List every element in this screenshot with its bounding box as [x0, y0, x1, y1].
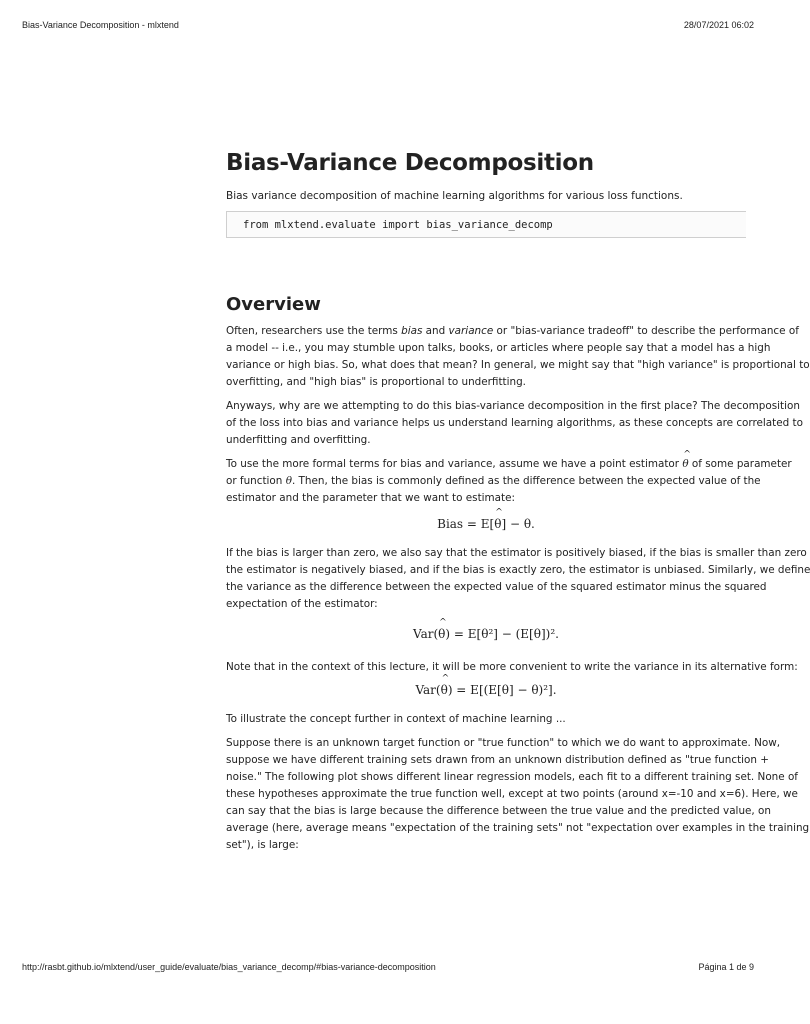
page-number: Página 1 de 9 [698, 962, 754, 972]
article [226, 150, 810, 861]
page-header-timestamp: 28/07/2021 06:02 [683, 20, 754, 30]
print-header [22, 20, 754, 30]
theta-symbol: θ [285, 475, 292, 487]
page-title: Bias-Variance Decomposition [226, 150, 594, 176]
print-footer [22, 962, 754, 972]
paragraph-why: Anyways, why are we attempting to do this bias-variance decomposition in the first place? The decomposition of the loss into bias and variance helps us understand learning algorithms, as these concepts are correlated to underfitting and overfitting. [226, 400, 803, 446]
page-footer-url: http://rasbt.github.io/mlxtend/user_guide/evaluate/bias_variance_decomp/#bias-variance-decomposition [22, 962, 436, 972]
paragraph-formal: To use the more formal terms for bias and variance, assume we have a point estimator ^ θ of some parameter or function θ. Then, the bias is commonly defined as the difference between the expected value of the estimator and the parameter that we want to estimate: [226, 456, 746, 507]
page-header-title: Bias-Variance Decomposition - mlxtend [22, 20, 179, 30]
paragraph-intro: Often, researchers use the terms bias and variance or "bias-variance tradeoff" to describe the performance of a model -- i.e., you may stumble upon talks, books, or articles where people say that a model has a high variance or high bias. So, what does that mean? In general, we might say that "high variance" is proportional to overfitting, and "high bias" is proportional to underfitting. [226, 325, 810, 388]
term-variance: variance [448, 325, 494, 337]
equation-variance: Var(^ θ) = E[θ²] − (E[θ])². [226, 627, 746, 641]
paragraph-bias-sign: If the bias is larger than zero, we also say that the estimator is positively biased, if the bias is smaller than zero the estimator is negatively biased, and if the bias is exactly zero, the estimator is unbiased. Similarly, we define the variance as the difference between the expected value of the squared estimator minus the squared expectation of the estimator: [226, 547, 810, 610]
equation-variance-alt: Var(^ θ) = E[(E[θ] − θ)²]. [226, 683, 746, 697]
equation-bias: Bias = E[^ θ] − θ. [226, 517, 746, 531]
import-code-block: from mlxtend.evaluate import bias_variance_decomp [226, 211, 746, 238]
paragraph-example: Suppose there is an unknown target function or "true function" to which we do want to approximate. Now, suppose we have different training sets drawn from an unknown distribution defined as "true function + noise." The following plot shows different linear regression models, each fit to a different training set. None of these hypotheses approximate the true function well, except at two points (around x=-10 and x=6). Here, we can say that the bias is large because the difference between the true value and the predicted value, on average (here, average means "expectation of the training sets" not "expectation over examples in the training set"), is large: [226, 737, 810, 851]
section-heading-overview: Overview [226, 294, 321, 315]
term-bias: bias [401, 325, 423, 337]
theta-hat-symbol: ^ θ [682, 456, 688, 473]
page-subtitle: Bias variance decomposition of machine learning algorithms for various loss functions. [226, 190, 683, 202]
paragraph-alt-form: Note that in the context of this lecture, it will be more convenient to write the variance in its alternative form: [226, 661, 798, 673]
paragraph-illustrate: To illustrate the concept further in context of machine learning ... [226, 713, 566, 725]
